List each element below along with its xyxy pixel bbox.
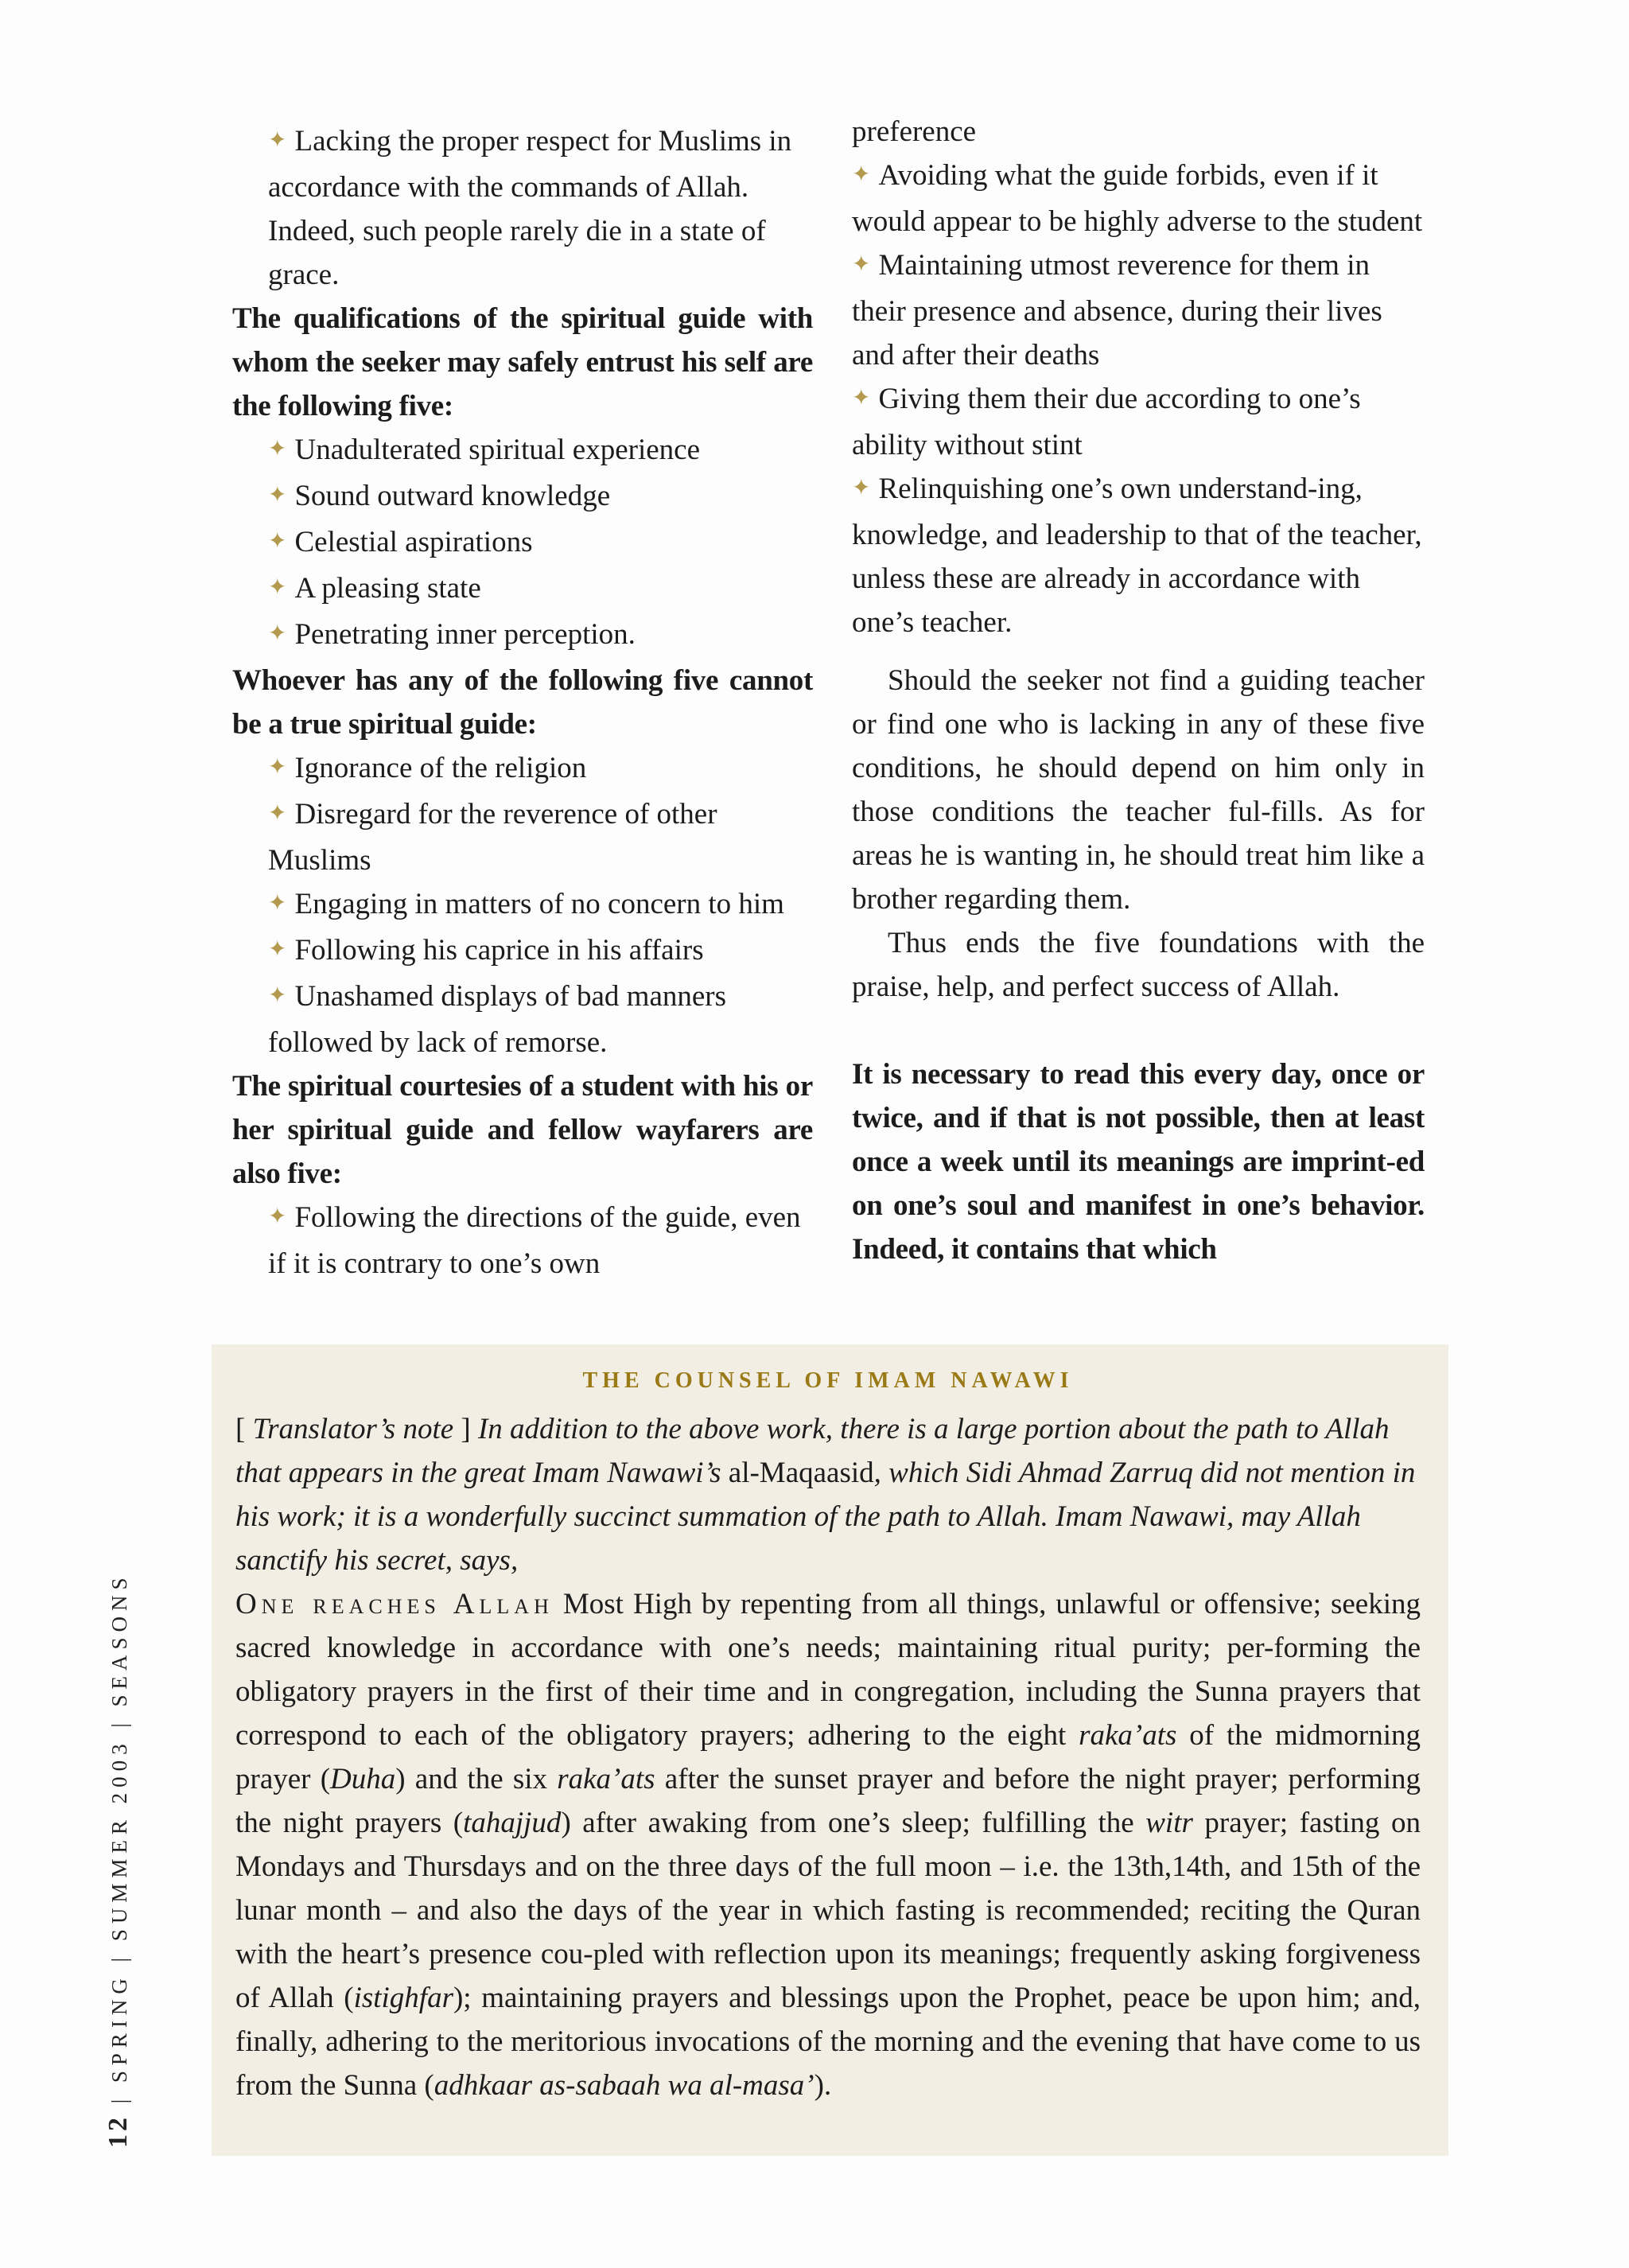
box-title: THE COUNSEL OF IMAM NAWAWI — [582, 1368, 1074, 1393]
list-item: ✦ Disregard for the reverence of other Muslims — [232, 792, 813, 882]
running-head: | SPRING | SUMMER 2003 | SEASONS — [107, 1572, 131, 2104]
diamond-bullet-icon: ✦ — [268, 891, 287, 916]
list-item: ✦ Relinquishing one’s own understand-ing, knowledge, and leadership to that of the teacher, unless these are already in accordance with one’s teacher. — [852, 467, 1425, 644]
running-footer — [103, 1572, 134, 2148]
counsel-box — [212, 1344, 1448, 2156]
diamond-bullet-icon: ✦ — [268, 437, 287, 461]
list-item: ✦ Engaging in matters of no concern to him — [232, 882, 813, 928]
diamond-bullet-icon: ✦ — [268, 128, 287, 153]
spacer — [852, 644, 1425, 659]
diamond-bullet-icon: ✦ — [268, 621, 287, 646]
diamond-bullet-icon: ✦ — [268, 529, 287, 554]
diamond-bullet-icon: ✦ — [268, 937, 287, 962]
diamond-bullet-icon: ✦ — [268, 575, 287, 600]
list-item: ✦ Ignorance of the religion — [232, 746, 813, 792]
translator-note: [ Translator’s note ] In addition to the above work, there is a large portion about the path to Allah that appears in the great Imam Nawawi’s al-Maqaasid, which Sidi Ahmad Zarruq did not mention in his work; it is a wonderfully succinct summation of the path to Allah. Imam Nawawi, may Allah sanctify his secret, says, — [235, 1413, 1416, 1577]
list-item: ✦ Unadulterated spiritual experience — [232, 428, 813, 474]
spacer — [852, 1009, 1425, 1052]
list-item: ✦ Maintaining utmost reverence for them in their presence and absence, during their lives and after their deaths — [852, 243, 1425, 377]
list-item: ✦ Lacking the proper respect for Muslims in accordance with the commands of Allah. Indeed, such people rarely die in a state of grace. — [232, 119, 813, 297]
section-heading: The spiritual courtesies of a student with his or her spiritual guide and fellow wayfarers are also five: — [232, 1070, 813, 1190]
diamond-bullet-icon: ✦ — [852, 252, 871, 277]
continued-text: preference — [852, 115, 977, 148]
list-item: ✦ Unashamed displays of bad manners followed by lack of remorse. — [232, 975, 813, 1064]
list-item: ✦ Sound outward knowledge — [232, 474, 813, 520]
diamond-bullet-icon: ✦ — [268, 1204, 287, 1229]
closing-paragraph: It is necessary to read this every day, once or twice, and if that is not possible, then at least once a week until its meanings are imprint-ed on one’s soul and manifest in one’s behavior. Indeed, it contains that which — [852, 1058, 1425, 1266]
list-item: ✦ A pleasing state — [232, 566, 813, 613]
list-item: ✦ Following his caprice in his affairs — [232, 928, 813, 975]
diamond-bullet-icon: ✦ — [268, 801, 287, 826]
translator-note-label: Translator’s note — [252, 1413, 454, 1445]
section-heading: The qualifications of the spiritual guide with whom the seeker may safely entrust his self are the following five: — [232, 302, 813, 422]
list-item: ✦ Following the directions of the guide, even if it is contrary to one’s own — [232, 1196, 813, 1286]
left-column — [232, 119, 813, 1286]
lead-in: One reaches Allah — [235, 1588, 554, 1620]
list-item: ✦ Celestial aspirations — [232, 520, 813, 566]
diamond-bullet-icon: ✦ — [852, 476, 871, 500]
right-column — [852, 110, 1425, 1271]
counsel-text: One reaches Allah Most High by repenting from all things, unlawful or offensive; seeking sacred knowledge in accordance with one’s needs; maintaining ritual purity; per-forming the obligatory prayers in the first of their time and in congregation, including the Sunna prayers that correspond to each of the obligatory prayers; adhering to the eight raka’ats of the midmorning prayer (Duha) and the six raka’ats after the sunset prayer and before the night prayer; performing the night prayers (tahajjud) after awaking from one’s sleep; fulfilling the witr prayer; fasting on Mondays and Thursdays and on the three days of the full moon – i.e. the 13th,14th, and 15th of the lunar month – and also the days of the year in which fasting is recommended; reciting the Quran with the heart’s presence cou-pled with reflection upon its meanings; frequently asking forgiveness of Allah (istighfar); maintaining prayers and blessings upon the Prophet, peace be upon him; and, finally, adhering to the meritorious invocations of the morning and the evening that have come to us from the Sunna (adhkaar as-sabaah wa al-masa’). — [235, 1588, 1421, 2102]
list-item: ✦ Giving them their due according to one’s ability without stint — [852, 377, 1425, 467]
counsel-box-content — [235, 1359, 1421, 2107]
page-number: 12 — [103, 2114, 133, 2148]
diamond-bullet-icon: ✦ — [852, 386, 871, 410]
paragraph: Thus ends the five foundations with the praise, help, and perfect success of Allah. — [852, 927, 1425, 1003]
list-item: ✦ Penetrating inner perception. — [232, 613, 813, 659]
diamond-bullet-icon: ✦ — [268, 483, 287, 508]
list-item: ✦ Avoiding what the guide forbids, even if it would appear to be highly adverse to the student — [852, 154, 1425, 243]
section-heading: Whoever has any of the following five cannot be a true spiritual guide: — [232, 664, 813, 741]
diamond-bullet-icon: ✦ — [852, 162, 871, 187]
book-title: al-Maqaasid — [728, 1457, 874, 1489]
diamond-bullet-icon: ✦ — [268, 755, 287, 780]
paragraph: Should the seeker not find a guiding teacher or find one who is lacking in any of these five conditions, he should depend on him only in those conditions the teacher ful-fills. As for areas he is wanting in, he should treat him like a brother regarding them. — [852, 664, 1425, 916]
diamond-bullet-icon: ✦ — [268, 983, 287, 1008]
